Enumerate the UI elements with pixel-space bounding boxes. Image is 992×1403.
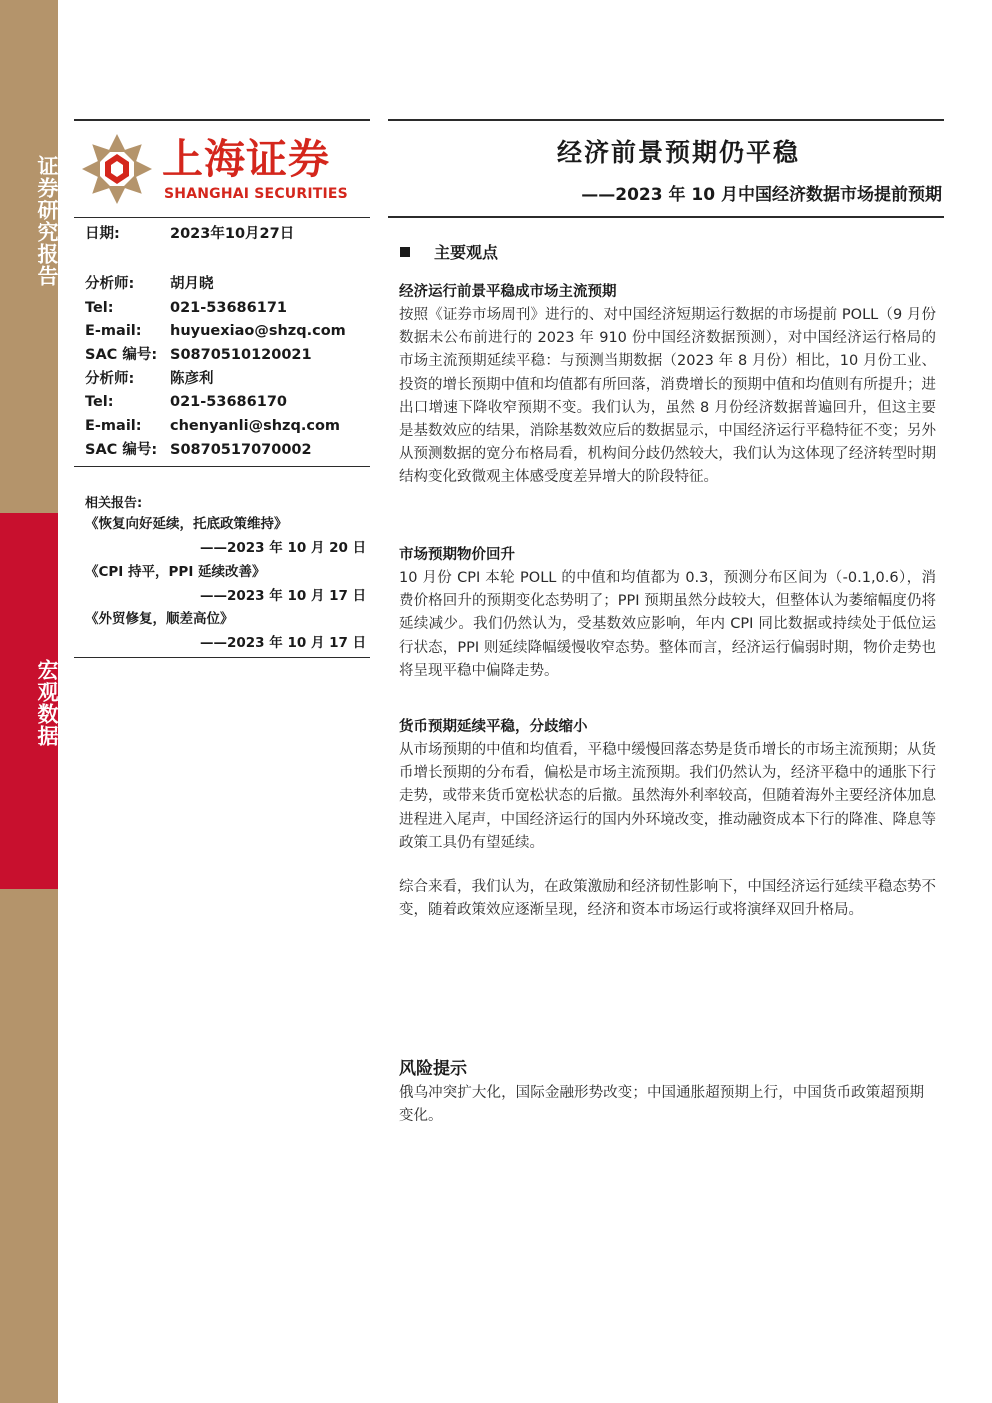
square-bullet-icon <box>400 247 410 257</box>
analyst-name: 胡月晓 <box>170 276 214 292</box>
related-report-title[interactable]: 《外贸修复，顺差高位》 <box>85 611 234 627</box>
tel-label: Tel: <box>85 394 114 410</box>
logo-bottom-rule <box>74 217 370 218</box>
sac-value: S0870517070002 <box>170 442 312 458</box>
logo-name-en: SHANGHAI SECURITIES <box>164 186 348 202</box>
company-logo <box>80 132 365 206</box>
analyst-name: 陈彦利 <box>170 371 214 387</box>
logo-name-cn: 上海证券 <box>162 135 330 183</box>
sidebar-report-type: 证券研究报告 <box>35 155 59 287</box>
title-bottom-rule <box>388 216 944 218</box>
analyst-label: 分析师: <box>85 276 135 292</box>
report-title: 经济前景预期仍平稳 <box>556 138 800 167</box>
risk-text: 俄乌冲突扩大化，国际金融形势改变；中国通胀超预期上行，中国货币政策超预期变化。 <box>399 1085 924 1125</box>
analyst-label: 分析师: <box>85 371 135 387</box>
related-report-date: ——2023 年 10 月 20 日 <box>200 540 367 556</box>
related-report-date: ——2023 年 10 月 17 日 <box>200 635 367 651</box>
sidebar-category: 宏观数据 <box>35 659 59 747</box>
sac-label: SAC 编号: <box>85 347 158 363</box>
logo-emblem-icon <box>80 132 154 206</box>
related-reports-title: 相关报告: <box>85 496 143 511</box>
right-top-rule <box>388 119 944 121</box>
date-label: 日期: <box>85 226 120 242</box>
section-heading: 货币预期延续平稳，分歧缩小 <box>399 719 588 735</box>
risk-heading: 风险提示 <box>399 1059 467 1079</box>
date-value: 2023年10月27日 <box>170 226 295 242</box>
info-bottom-rule <box>74 466 370 467</box>
section-paragraph: 按照《证券市场周刊》进行的、对中国经济短期运行数据的市场提前 POLL（9 月份数据未公布前进行的 2023 年 910 份中国经济数据预测），对中国经济运行格局的市场主流预期延续平稳：与预测当期数据（2023 年 8 月份）相比，10 月份工业、投资的增长预期中值和均值都有所回落，消费增长的预期中值和均值则有所提升；进出口增速下降收窄预期不变。我们认为，虽然 8 月份经济数据普遍回升，但这主要是基数效应的结果，消除基数效应后的数据显示，中国经济运行平稳特征不变；另外从预测数据的宽分布格局看，机构间分歧仍然较大，我们认为这体现了经济转型时期结构变化致微观主体感受度差异增大的阶段特征。 <box>399 307 936 486</box>
tel-label: Tel: <box>85 300 114 316</box>
section-paragraph: 综合来看，我们认为，在政策激励和经济韧性影响下，中国经济运行延续平稳态势不变，随着政策效应逐渐呈现，经济和资本市场运行或将演绎双回升格局。 <box>399 879 936 919</box>
email-value[interactable]: huyuexiao@shzq.com <box>170 323 346 339</box>
related-bottom-rule <box>74 657 370 658</box>
main-points-heading <box>400 243 498 263</box>
related-report-title[interactable]: 《恢复向好延续，托底政策维持》 <box>85 516 288 532</box>
section-paragraph: 10 月份 CPI 本轮 POLL 的中值和均值都为 0.3，预测分布区间为（-0.1,0.6），消费价格回升的预期变化态势明了；PPI 预期虽然分歧较大，但整体认为萎缩幅度仍将延续减少。我们仍然认为，受基数效应影响，年内 CPI 同比数据或持续处于低位运行状态，PPI 则延续降幅缓慢收窄态势。整体而言，经济运行偏弱时期，物价走势也将呈现平稳中偏降走势。 <box>399 570 936 679</box>
section-paragraph: 从市场预期的中值和均值看，平稳中缓慢回落态势是货币增长的市场主流预期；从货币增长预期的分布看，偏松是市场主流预期。我们仍然认为，经济平稳中的通胀下行走势，或带来货币宽松状态的后撤。虽然海外利率较高，但随着海外主要经济体加息进程进入尾声，中国经济运行的国内外环境改变，推动融资成本下行的降准、降息等政策工具仍有望延续。 <box>399 742 936 851</box>
section-heading: 经济运行前景平稳成市场主流预期 <box>399 284 617 300</box>
tel-value: 021-53686170 <box>170 394 287 410</box>
email-value[interactable]: chenyanli@shzq.com <box>170 418 341 434</box>
email-label: E-mail: <box>85 323 142 339</box>
related-report-title[interactable]: 《CPI 持平，PPI 延续改善》 <box>85 564 266 580</box>
report-subtitle: ——2023 年 10 月中国经济数据市场提前预期 <box>581 185 942 205</box>
sac-label: SAC 编号: <box>85 442 158 458</box>
main-points-label: 主要观点 <box>434 243 499 262</box>
related-report-date: ——2023 年 10 月 17 日 <box>200 588 367 604</box>
tel-value: 021-53686171 <box>170 300 287 316</box>
left-top-rule <box>74 119 370 121</box>
sac-value: S0870510120021 <box>170 347 312 363</box>
section-heading: 市场预期物价回升 <box>399 547 515 563</box>
email-label: E-mail: <box>85 418 142 434</box>
